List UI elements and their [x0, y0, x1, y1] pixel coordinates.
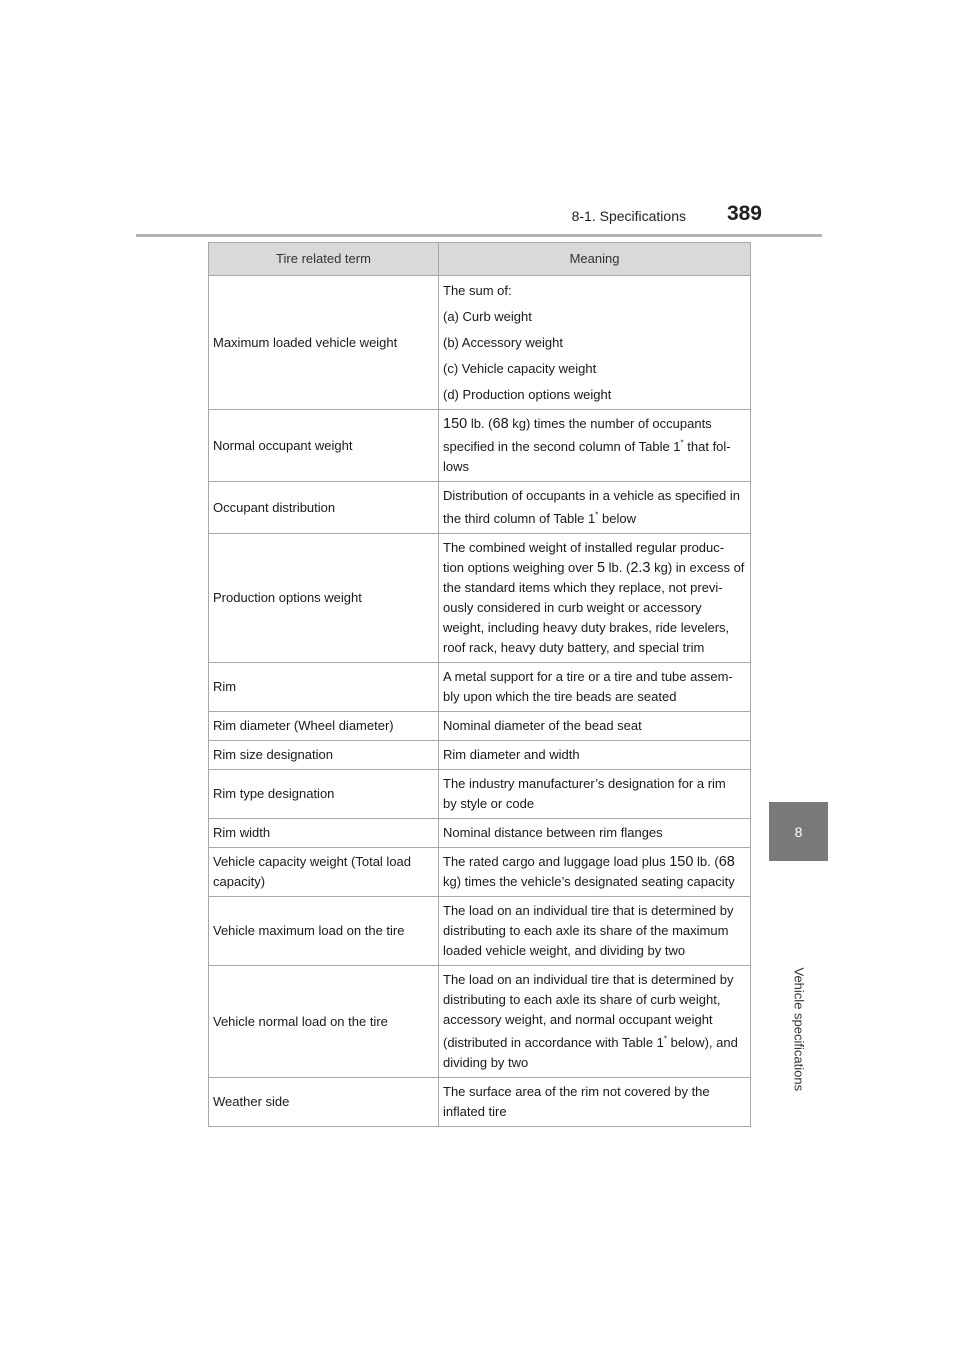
table-row: [209, 819, 751, 848]
meaning-line: (b) Accessory weight: [443, 335, 563, 350]
term-cell: Vehicle maximum load on the tire: [209, 897, 439, 966]
meaning-line: Distribution of occupants in a vehicle as specified in: [443, 488, 740, 503]
table-row: [209, 1078, 751, 1127]
term-cell: [209, 848, 439, 897]
table-row: [209, 770, 751, 819]
meaning-cell: [439, 482, 751, 534]
footnote-marker: *: [595, 510, 599, 520]
meaning-line: The sum of:: [443, 283, 512, 298]
meaning-line: by style or code: [443, 796, 535, 811]
meaning-line: inflated tire: [443, 1104, 507, 1119]
meaning-line: The surface area of the rim not covered by the: [443, 1084, 710, 1099]
meaning-line: 150 lb. (68 kg) times the number of occupants: [443, 416, 712, 432]
meaning-line: The load on an individual tire that is determined by: [443, 972, 734, 987]
section-title: 8-1. Specifications: [571, 208, 686, 224]
term-cell: Maximum loaded vehicle weight: [209, 276, 439, 410]
meaning-line: (a) Curb weight: [443, 309, 532, 324]
term-line: Vehicle capacity weight (Total load: [213, 854, 412, 869]
table-row: [209, 897, 751, 966]
meaning-cell: [439, 1078, 751, 1127]
page-number: 389: [726, 202, 762, 225]
meaning-line: (d) Production options weight: [443, 387, 612, 402]
chapter-label: Vehicle specifications: [791, 967, 807, 1092]
column-header-term: Tire related term: [209, 243, 439, 276]
table-row: [209, 741, 751, 770]
meaning-line: tion options weighing over 5 lb. (2.3 kg) in excess of: [443, 560, 745, 576]
meaning-line: (c) Vehicle capacity weight: [443, 361, 597, 376]
term-cell: Rim: [209, 663, 439, 712]
table-row: [209, 663, 751, 712]
meaning-line: accessory weight, and normal occupant weight: [443, 1012, 713, 1027]
meaning-line: (distributed in accordance with Table 1* below), and: [443, 1034, 738, 1050]
term-cell: Vehicle normal load on the tire: [209, 966, 439, 1078]
meaning-cell: [439, 663, 751, 712]
table-row: [209, 848, 751, 897]
footnote-marker: *: [663, 1034, 668, 1044]
meaning-line: roof rack, heavy duty battery, and special trim: [443, 640, 705, 655]
term-cell: Production options weight: [209, 534, 439, 663]
table-row: [209, 410, 751, 482]
meaning-line: the standard items which they replace, not previ-: [443, 580, 723, 595]
meaning-line: kg) times the vehicle’s designated seating capacity: [443, 874, 735, 889]
meaning-line: The industry manufacturer’s designation for a rim: [443, 776, 726, 791]
table-header-row: [209, 243, 751, 276]
table-row: [209, 712, 751, 741]
term-cell: Rim width: [209, 819, 439, 848]
table-row: [209, 966, 751, 1078]
chapter-tab: [769, 802, 828, 861]
meaning-cell: [439, 897, 751, 966]
meaning-line: ously considered in curb weight or accessory: [443, 600, 702, 615]
meaning-line: distributing to each axle its share of the maximum: [443, 923, 729, 938]
meaning-line: The rated cargo and luggage load plus 150 lb. (68: [443, 854, 735, 870]
table-row: [209, 482, 751, 534]
meaning-cell: [439, 770, 751, 819]
meaning-cell: Nominal distance between rim flanges: [439, 819, 751, 848]
term-cell: Rim type designation: [209, 770, 439, 819]
column-header-meaning: Meaning: [439, 243, 751, 276]
meaning-line: the third column of Table 1* below: [443, 510, 636, 526]
meaning-line: distributing to each axle its share of curb weight,: [443, 992, 721, 1007]
meaning-line: dividing by two: [443, 1055, 529, 1070]
term-line: capacity): [213, 874, 266, 889]
table-row: [209, 276, 751, 410]
footnote-marker: *: [680, 438, 684, 448]
tire-terms-table: [208, 242, 751, 1127]
chapter-number: 8: [794, 823, 803, 840]
meaning-cell: [439, 966, 751, 1078]
term-cell: Rim diameter (Wheel diameter): [209, 712, 439, 741]
term-cell: Occupant distribution: [209, 482, 439, 534]
term-cell: Normal occupant weight: [209, 410, 439, 482]
meaning-line: The combined weight of installed regular produc-: [443, 540, 725, 555]
meaning-line: A metal support for a tire or a tire and tube assem-: [443, 669, 733, 684]
meaning-line: lows: [443, 459, 470, 474]
meaning-line: bly upon which the tire beads are seated: [443, 689, 677, 704]
meaning-cell: [439, 276, 751, 410]
meaning-cell: Rim diameter and width: [439, 741, 751, 770]
table-row: [209, 534, 751, 663]
page-header: [136, 200, 822, 237]
meaning-line: The load on an individual tire that is determined by: [443, 903, 734, 918]
meaning-cell: [439, 848, 751, 897]
meaning-line: specified in the second column of Table 1* that fol-: [443, 438, 731, 454]
meaning-line: loaded vehicle weight, and dividing by two: [443, 943, 686, 958]
term-cell: Weather side: [209, 1078, 439, 1127]
meaning-cell: [439, 410, 751, 482]
meaning-line: weight, including heavy duty brakes, ride levelers,: [443, 620, 730, 635]
term-cell: Rim size designation: [209, 741, 439, 770]
meaning-cell: Nominal diameter of the bead seat: [439, 712, 751, 741]
meaning-cell: [439, 534, 751, 663]
